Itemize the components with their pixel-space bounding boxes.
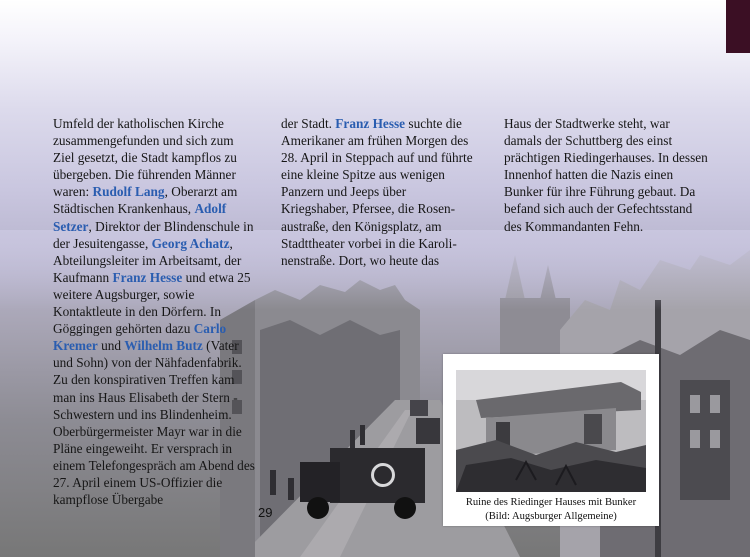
text-column-1 [53,115,258,508]
person-name: Franz Hesse [335,116,406,131]
text-segment: Haus der Stadtwerke steht, war damals der Schuttberg des einst prächtigen Riedingerhauses. In dessen Innenhof hatten die Nazis einen Bunker für ihre Führung gebaut. Da befand sich auch der Gefechtsstand des Kommandanten Fehn. [504,116,708,234]
text-segment: suchte die Amerikaner am frühen Morgen des 28. April in Steppach auf und führte eine kleine Spitze aus wenigen Panzern und Jeeps über Kriegshaber, Pfersee, die Rosen-austraße, den Königsplatz, am Stadttheater vorbei in die Karoli-nenstraße. Dort, wo heute das [281,116,473,268]
person-name: Georg Achatz [151,235,230,251]
text-segment: Umfeld der katholischen Kirche zusammengefunden und sich zum Ziel gesetzt, die Stadt kampflos zu übergeben. Die führenden Männer waren: [53,116,237,200]
person-name: Wilhelm Butz [124,338,203,354]
text-segment: , Direktor der Blindenschule in der Jesuitengasse, [53,218,254,251]
column-3-text [504,115,709,235]
bunker-ruin-photo [456,370,646,492]
text-column-2 [281,115,476,269]
text-column-3 [504,115,709,235]
text-segment: , Oberarzt am Städtischen Krankenhaus, [53,184,238,217]
text-segment: , Abteilungsleiter im Arbeitsamt, der Kaufmann [53,235,242,285]
person-name: Rudolf Lang [92,184,165,200]
caption-line-1: Ruine des Riedinger Hauses mit Bunker [465,497,637,508]
text-segment: und etwa 25 weitere Augsburger, sowie Kontaktleute in den Dörfern. In Göggingen gehörten dazu [53,269,251,337]
text-segment: und [97,338,125,354]
person-name: Carlo Kremer [53,321,227,354]
inset-photo-box [443,354,659,526]
photo-caption [443,496,659,523]
person-name: Adolf Setzer [53,201,227,234]
text-segment: (Vater und Sohn) von der Nähfadenfabrik. Zu den konspirativen Treffen kam man ins Haus Elisabeth der Stern - Schwestern und ins Blindenheim. Oberbürgermeister Mayr war in die Pläne eingeweiht. Er versprach in einem Telefongespräch am Abend des 27. April einem US-Offizier die kampflose Übergabe [53,338,255,508]
text-segment: der Stadt. [281,116,336,131]
column-1-text [53,115,258,508]
person-name: Franz Hesse [112,269,183,285]
caption-line-2: (Bild: Augsburger Allgemeine) [485,510,617,522]
page-number: 29 [258,505,273,520]
column-2-text [281,115,476,269]
